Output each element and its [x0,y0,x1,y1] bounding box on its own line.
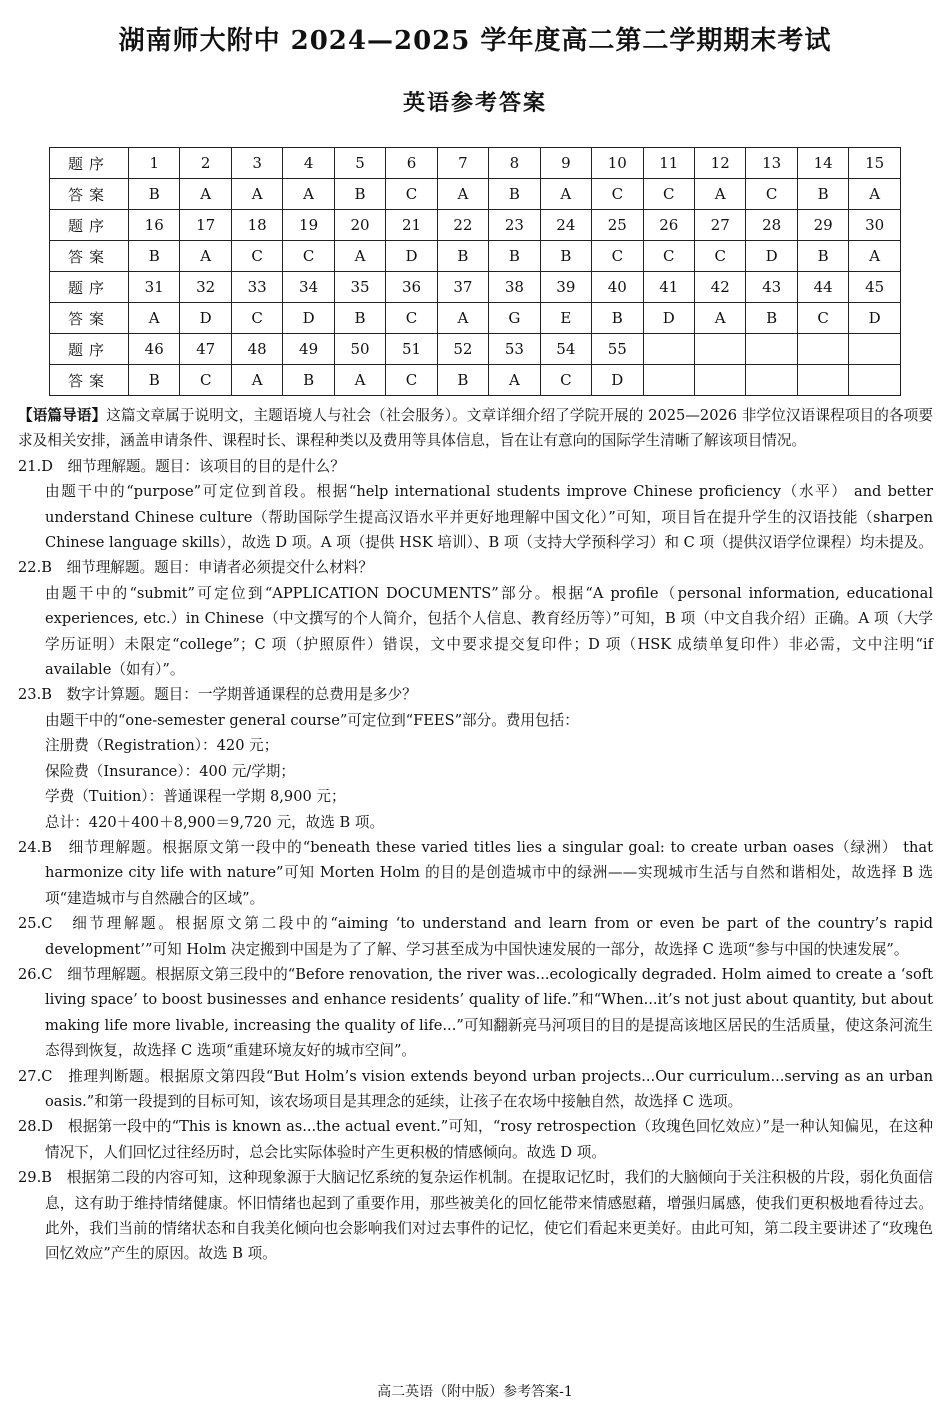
answer-cell: A [334,365,385,396]
answer-cell: B [129,179,180,210]
answer-cell: C [592,179,643,210]
answer-cell: C [694,241,745,272]
question-explanation: 24.B 细节理解题。根据原文第一段中的“beneath these varied titles lies a singular goal: to create urban oases（绿洲） that harmonize city life with nature”可知 Morten Holm 的目的是创造城市中的绿洲——实现城市生活与自然和谐相处，故选择 B 选项“建造城市与自然融合的区域”。 [18,838,933,907]
num-cell: 25 [592,210,643,241]
answer-cell: B [129,241,180,272]
num-cell: 30 [849,210,901,241]
answer-cell: C [643,241,694,272]
table-row [50,365,901,396]
num-cell: 33 [231,272,282,303]
num-cell: 42 [694,272,745,303]
row-label: 答案 [50,303,129,334]
num-cell: 8 [489,148,540,179]
num-cell: 54 [540,334,591,365]
num-cell: 46 [129,334,180,365]
answer-cell: C [386,303,437,334]
num-cell: 27 [694,210,745,241]
row-label: 题序 [50,210,129,241]
explanation-line: 由题干中的“one-semester general course”可定位到“FEES”部分。费用包括： [45,711,579,729]
num-cell [746,334,797,365]
num-cell: 14 [797,148,848,179]
answer-cell: E [540,303,591,334]
answer-cell: B [489,179,540,210]
answer-cell [694,365,745,396]
num-cell: 48 [231,334,282,365]
num-cell: 3 [231,148,282,179]
answer-cell: B [283,365,334,396]
answer-cell: C [797,303,848,334]
question-explanation: 22.B 细节理解题。题目：申请者必须提交什么材料？ [18,559,373,577]
num-cell [849,334,901,365]
num-cell: 18 [231,210,282,241]
answer-cell: D [592,365,643,396]
num-cell: 16 [129,210,180,241]
answer-cell: D [643,303,694,334]
explanation-line: 总计：420＋400＋8,900＝9,720 元，故选 B 项。 [45,813,385,831]
answer-cell: G [489,303,540,334]
table-row [50,272,901,303]
num-cell: 26 [643,210,694,241]
page-subtitle: 英语参考答案 [402,90,547,116]
num-cell: 6 [386,148,437,179]
answer-cell: D [180,303,231,334]
num-cell: 44 [797,272,848,303]
question-explanation: 28.D 根据第一段中的“This is known as...the actual event.”可知，“rosy retrospection（玫瑰色回忆效应）”是一种认知偏见，在这种情况下，人们回忆过往经历时，总会比实际体验时产生更积极的情感倾向。故选 D 项。 [18,1118,933,1161]
num-cell: 47 [180,334,231,365]
num-cell: 35 [334,272,385,303]
num-cell: 40 [592,272,643,303]
answer-cell [643,365,694,396]
answer-cell: A [849,179,901,210]
row-label: 题序 [50,272,129,303]
question-explanation: 26.C 细节理解题。根据原文第三段中的“Before renovation, the river was...ecologically degraded. Holm aimed to create a ‘soft living space’ to boost businesses and enhance residents’ quality of life.”和“When...it’s not just about quantity, but about making life more livable, increasing the quality of life...”可知翻新亮马河项目的目的是提高该地区居民的生活质量，使这条河流生态得到恢复，故选择 C 选项“重建环境友好的城市空间”。 [18,965,933,1060]
question-explanation: 25.C 细节理解题。根据原文第二段中的“aiming ‘to understand and learn from or even be part of the country’s rapid development’”可知 Holm 决定搬到中国是为了了解、学习甚至成为中国快速发展的一部分，故选择 C 选项“参与中国的快速发展”。 [18,915,933,958]
answer-cell: C [643,179,694,210]
answer-cell: D [849,303,901,334]
answer-cell: C [180,365,231,396]
answer-table [49,147,901,396]
answer-cell: A [180,241,231,272]
table-row [50,179,901,210]
row-label: 答案 [50,241,129,272]
num-cell [643,334,694,365]
answer-cell: B [334,303,385,334]
answer-cell: B [129,365,180,396]
question-explanation: 27.C 推理判断题。根据原文第四段“But Holm’s vision extends beyond urban projects...Our curriculum...serving as an urban oasis.”和第一段提到的目标可知，该农场项目是其理念的延续，让孩子在农场中接触自然，故选择 C 选项。 [18,1067,933,1110]
row-label: 答案 [50,179,129,210]
num-cell: 22 [437,210,488,241]
answer-cell: C [231,241,282,272]
table-row [50,334,901,365]
table-row [50,210,901,241]
num-cell: 36 [386,272,437,303]
num-cell: 15 [849,148,901,179]
answer-cell: B [334,179,385,210]
num-cell: 55 [592,334,643,365]
num-cell: 52 [437,334,488,365]
num-cell: 45 [849,272,901,303]
answer-cell: C [592,241,643,272]
answer-cell: A [283,179,334,210]
answer-cell: B [540,241,591,272]
num-cell: 24 [540,210,591,241]
explanation-line: 保险费（Insurance）：400 元/学期； [45,762,295,780]
answer-cell: A [694,303,745,334]
answer-cell: A [540,179,591,210]
row-label: 题序 [50,148,129,179]
answer-cell: B [592,303,643,334]
answer-cell: B [797,179,848,210]
answer-cell: C [231,303,282,334]
answer-cell: A [437,179,488,210]
num-cell: 21 [386,210,437,241]
answer-cell: A [231,179,282,210]
num-cell: 13 [746,148,797,179]
num-cell: 19 [283,210,334,241]
intro-paragraph [18,403,933,454]
page-title: 湖南师大附中 2024—2025 学年度高二第二学期期末考试 [118,26,832,56]
explanations [18,403,933,1267]
answer-cell: C [386,179,437,210]
answer-cell: A [129,303,180,334]
num-cell: 43 [746,272,797,303]
num-cell [797,334,848,365]
num-cell: 12 [694,148,745,179]
answer-cell: B [437,241,488,272]
answer-cell: B [746,303,797,334]
num-cell: 7 [437,148,488,179]
num-cell: 5 [334,148,385,179]
table-row [50,148,901,179]
num-cell [694,334,745,365]
answer-cell [797,365,848,396]
answer-cell: A [489,365,540,396]
num-cell: 31 [129,272,180,303]
num-cell: 9 [540,148,591,179]
num-cell: 32 [180,272,231,303]
explanation-line: 注册费（Registration）：420 元； [45,737,279,755]
explanation-line: 由题干中的“purpose”可定位到首段。根据“help international students improve Chinese proficiency（水平） and better understand Chinese culture（帮助国际学生提高汉语水平并更好地理解中国文化）”可知，项目旨在提升学生的汉语技能（sharpen Chinese language skills），故选 D 项。A 项（提供 HSK 培训）、B 项（支持大学预科学习）和 C 项（提供汉语学位课程）均未提及。 [45,483,933,552]
num-cell: 50 [334,334,385,365]
answer-cell: D [386,241,437,272]
intro-label: 【语篇导语】 [18,407,107,424]
num-cell: 17 [180,210,231,241]
answer-cell: C [283,241,334,272]
row-label: 答案 [50,365,129,396]
explanation-line: 学费（Tuition）：普通课程一学期 8,900 元； [45,788,346,806]
answer-cell: A [180,179,231,210]
answer-cell: A [694,179,745,210]
intro-text: 这篇文章属于说明文，主题语境人与社会（社会服务）。文章详细介绍了学院开展的 2025—2026 非学位汉语课程项目的各项要求及相关安排，涵盖申请条件、课程时长、课程种类以及费用等具体信息，旨在让有意向的国际学生清晰了解该项目情况。 [18,407,933,450]
num-cell: 20 [334,210,385,241]
answer-cell: D [283,303,334,334]
answer-cell: C [540,365,591,396]
answer-cell [746,365,797,396]
num-cell: 10 [592,148,643,179]
num-cell: 11 [643,148,694,179]
question-explanation: 23.B 数字计算题。题目：一学期普通课程的总费用是多少？ [18,686,417,704]
num-cell: 34 [283,272,334,303]
answer-cell: C [746,179,797,210]
num-cell: 53 [489,334,540,365]
num-cell: 23 [489,210,540,241]
answer-cell: A [231,365,282,396]
table-row [50,241,901,272]
answer-cell: B [437,365,488,396]
num-cell: 51 [386,334,437,365]
answer-cell: D [746,241,797,272]
num-cell: 4 [283,148,334,179]
row-label: 题序 [50,334,129,365]
num-cell: 1 [129,148,180,179]
question-explanation: 21.D 细节理解题。题目：该项目的目的是什么？ [18,457,345,475]
num-cell: 37 [437,272,488,303]
num-cell: 49 [283,334,334,365]
num-cell: 28 [746,210,797,241]
table-row [50,303,901,334]
answer-cell: A [849,241,901,272]
explanation-line: 由题干中的“submit”可定位到“APPLICATION DOCUMENTS”部分。根据“A profile（personal information, educational experiences, etc.）in Chinese（中文撰写的个人简介，包括个人信息、教育经历等）”可知，B 项（中文自我介绍）正确。A 项（大学学历证明）未限定“college”；C 项（护照原件）错误，文中要求提交复印件；D 项（HSK 成绩单复印件）非必需，文中注明“if available（如有）”。 [45,584,933,679]
answer-cell [849,365,901,396]
num-cell: 2 [180,148,231,179]
num-cell: 39 [540,272,591,303]
page-footer: 高二英语（附中版）参考答案-1 [377,1384,573,1400]
num-cell: 38 [489,272,540,303]
answer-cell: A [437,303,488,334]
answer-cell: C [386,365,437,396]
answer-cell: B [797,241,848,272]
num-cell: 41 [643,272,694,303]
num-cell: 29 [797,210,848,241]
question-explanation: 29.B 根据第二段的内容可知，这种现象源于大脑记忆系统的复杂运作机制。在提取记忆时，我们的大脑倾向于关注积极的片段，弱化负面信息，这有助于维持情绪健康。怀旧情绪也起到了重要作用，那些被美化的回忆能带来情感慰藉，增强归属感，使我们更积极地看待过去。此外，我们当前的情绪状态和自我美化倾向也会影响我们对过去事件的记忆，使它们看起来更美好。由此可知，第二段主要讲述了“玫瑰色回忆效应”产生的原因。故选 B 项。 [18,1169,933,1263]
answer-cell: B [489,241,540,272]
answer-cell: A [334,241,385,272]
